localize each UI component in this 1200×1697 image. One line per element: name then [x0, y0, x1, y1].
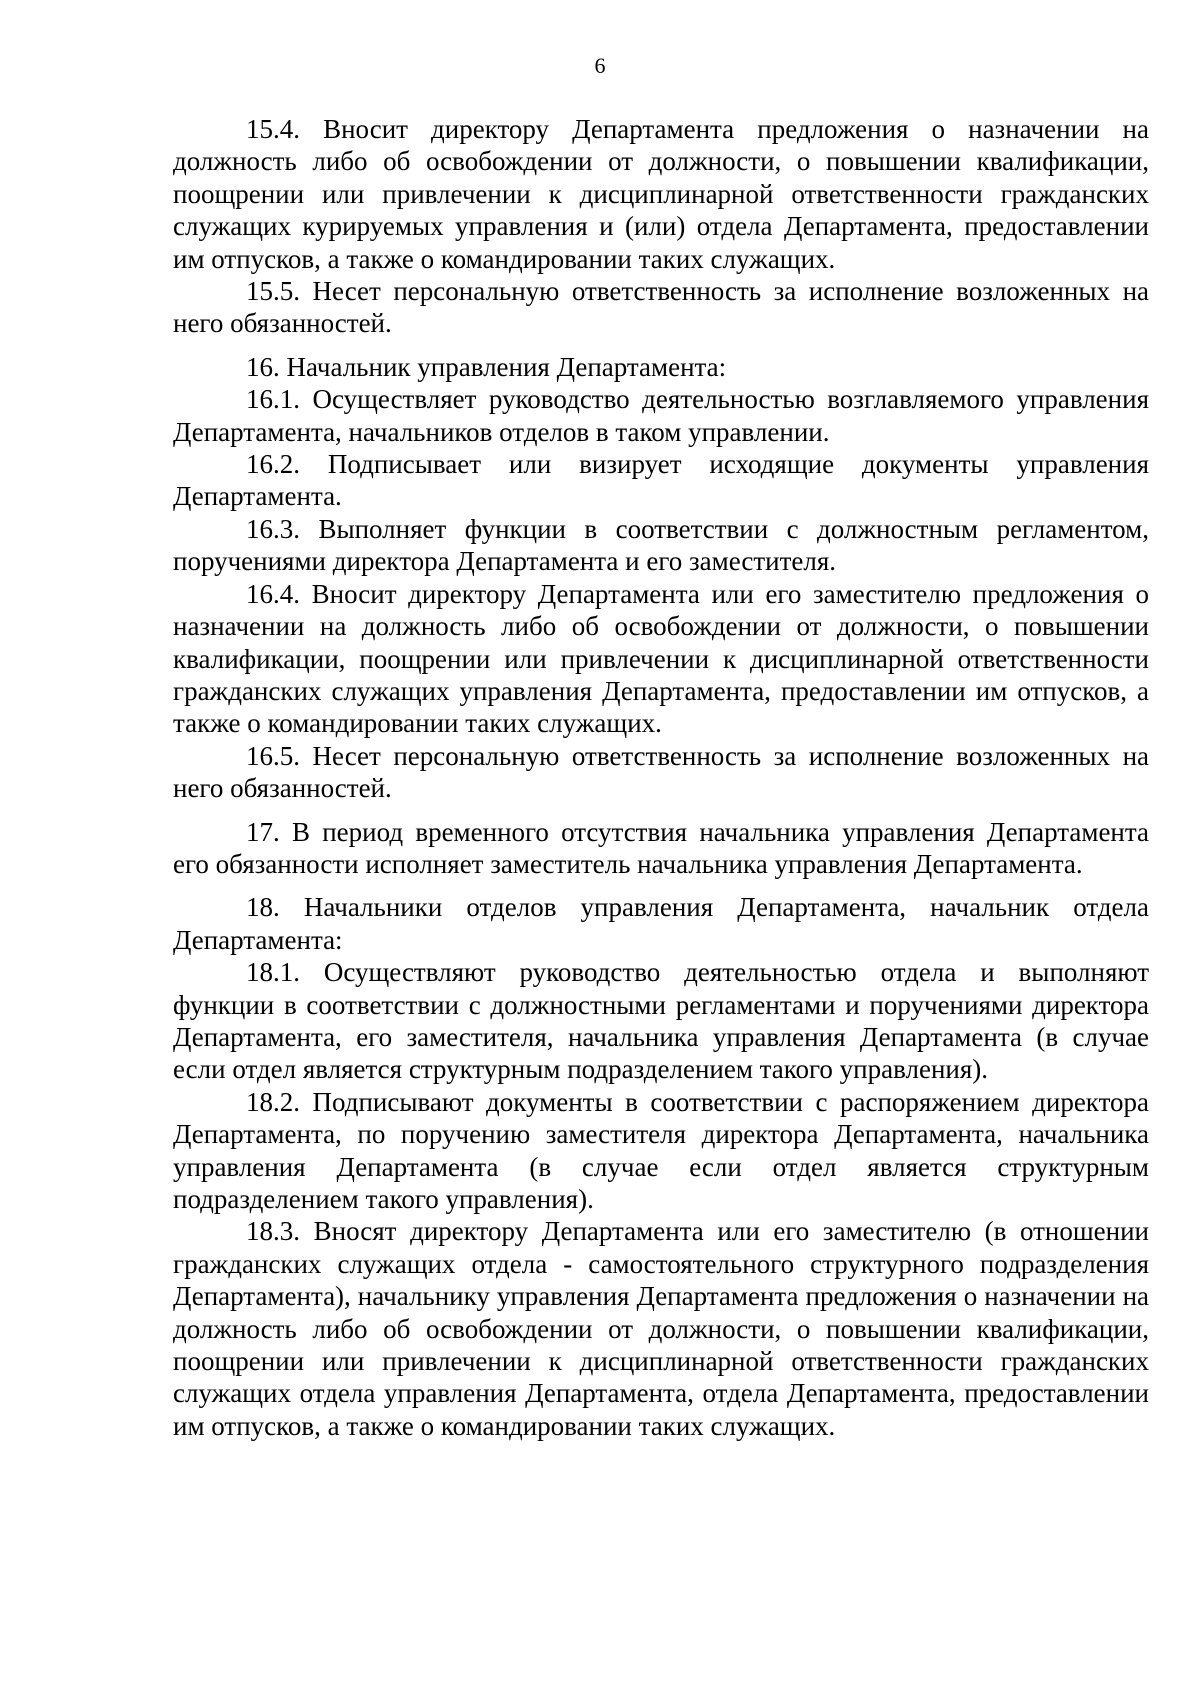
paragraph-17: 17. В период временного отсутствия начальника управления Департамента его обязанности исполняет заместитель начальника управления Департамента.	[173, 816, 1149, 879]
paragraph-18-1: 18.1. Осуществляют руководство деятельностью отдела и выполняют функции в соответствии с должностными регламентами и поручениями директора Департамента, его заместителя, начальника управления Департамента (в случае если отдел является структурным подразделением такого управления).	[173, 957, 1149, 1085]
paragraph-16-4: 16.4. Вносит директору Департамента или его заместителю предложения о назначении на должность либо об освобождении от должности, о повышении квалификации, поощрении или привлечении к дисциплинарной ответственности гражданских служащих управления Департамента, предоставлении им отпусков, а также о командировании таких служащих.	[173, 578, 1149, 739]
paragraph-18-3: 18.3. Вносят директору Департамента или его заместителю (в отношении гражданских служащих отдела - самостоятельного структурного подразделения Департамента), начальнику управления Департамента предложения о назначении на должность либо об освобождении от должности, о повышении квалификации, поощрении или привлечении к дисциплинарной ответственности гражданских служащих отдела управления Департамента, отдела Департамента, предоставлении им отпусков, а также о командировании таких служащих.	[173, 1216, 1149, 1441]
paragraph-16-3: 16.3. Выполняет функции в соответствии с должностным регламентом, поручениями директора Департамента и его заместителя.	[173, 513, 1149, 577]
paragraph-18-2: 18.2. Подписывают документы в соответствии с распоряжением директора Департамента, по поручению заместителя директора Департамента, начальника управления Департамента (в случае если отдел является структурным подразделением такого управления).	[173, 1086, 1149, 1214]
paragraph-16: 16. Начальник управления Департамента:	[246, 351, 727, 382]
paragraph-16-5: 16.5. Несет персональную ответственность за исполнение возложенных на него обязанностей.	[173, 740, 1149, 804]
paragraph-16-2: 16.2. Подписывает или визирует исходящие документы управления Департамента.	[173, 449, 1149, 512]
paragraph-15-4: 15.4. Вносит директору Департамента предложения о назначении на должность либо об освобождении от должности, о повышении квалификации, поощрении или привлечении к дисциплинарной ответственности гражданских служащих курируемых управления и (или) отдела Департамента, предоставлении им отпусков, а также о командировании таких служащих.	[173, 114, 1149, 274]
paragraph-18: 18. Начальники отделов управления Департамента, начальник отдела Департамента:	[173, 892, 1149, 955]
paragraph-16-1: 16.1. Осуществляет руководство деятельностью возглавляемого управления Департамента, начальников отделов в таком управлении.	[173, 384, 1149, 447]
document-body	[173, 113, 1149, 1442]
paragraph-15-5: 15.5. Несет персональную ответственность за исполнение возложенных на него обязанностей.	[173, 276, 1149, 339]
page-number: 6	[594, 53, 606, 78]
